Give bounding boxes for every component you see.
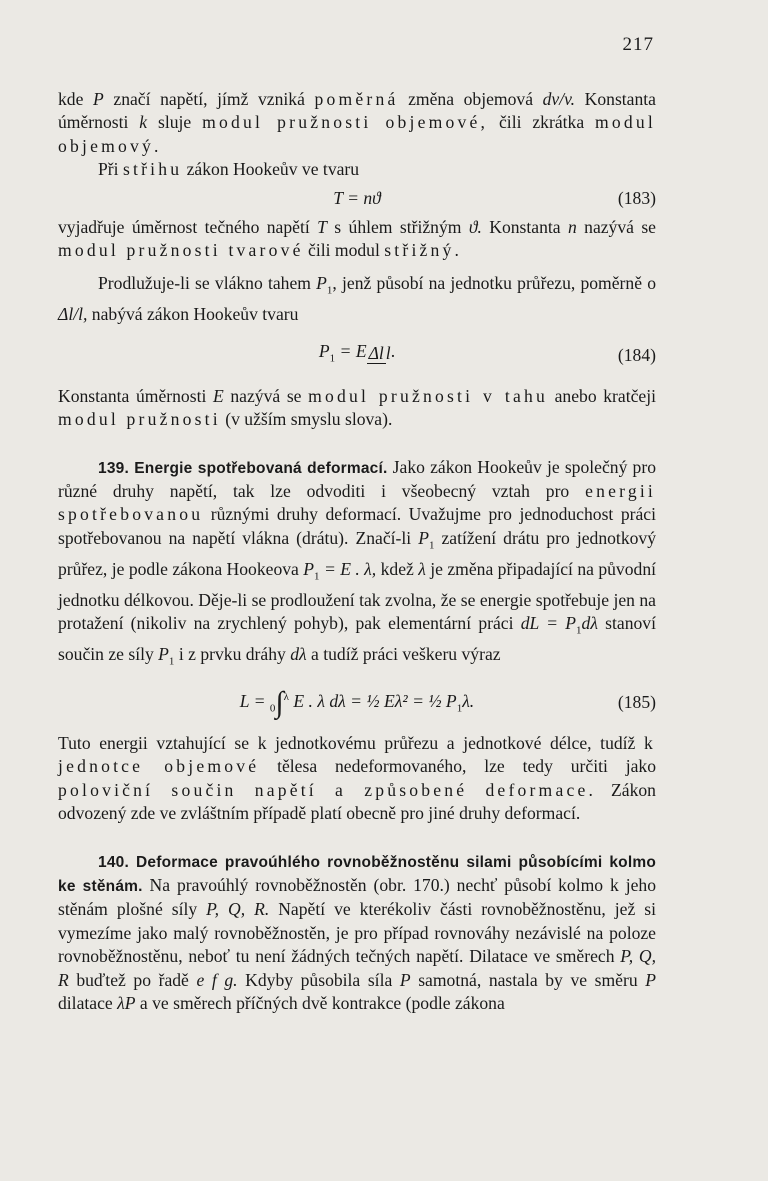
section-139: 139. Energie spotřebovaná deformací. Jako zákon Hookeův je společný pro různé druhy napětí, tak lze odvoditi i všeobecný vztah pro energii spotřebovanou různými druhy deformací. Uvažujme pro jednoduchost práci spotřebovanou na napětí vlákna (drátu). Značí-li $P_1$ zatížení drátu pro jednotkový průřez, je podle zákona Hookeova $P_1 = E$ . λ, kdež λ je změna připadající na původní jednotku délkovou. Děje-li se prodloužení tak zvolna, že se energie spotřebuje jen na protažení (nikoliv na zrychlený pohyb), pak elementární práci dL = $P_1d\lambda$ stanoví součin ze síly $P_1$ i z prvku dráhy dλ a tudíž práci veškeru výraz	[58, 456, 657, 668]
equation-184: $P_1 = E$ Δl l. (184)	[58, 327, 656, 385]
paragraph-tension-intro: Prodlužuje-li se vlákno tahem $P_1$, jenž působí na jednotku průřezu, poměrně o Δl/l, nabývá zákon Hookeův tvaru	[58, 273, 657, 325]
equation-184-number: (184)	[617, 345, 656, 366]
page-text	[58, 88, 656, 1015]
paragraph-shear-intro: Při střihu zákon Hookeův ve tvaru	[98, 159, 360, 180]
section-140-heading: 140. Deformace pravoúhlého rovnoběžnostěnu silami působícími kolmo ke stěnám.	[58, 853, 656, 895]
section-139-heading: 139. Energie spotřebovaná deformací.	[98, 459, 388, 477]
page-number: 217	[622, 34, 654, 55]
equation-183	[58, 182, 656, 216]
section-140: 140. Deformace pravoúhlého rovnoběžnostěnu silami působícími kolmo ke stěnám. Na pravoúhlý rovnoběžnostěn (obr. 170.) nechť působí kolmo k jeho stěnám plošné síly P, Q, R. Napětí ve kterékoliv části rovnoběžnostěnu, jež si vymezíme jako malý rovnoběžnostěn, je pro případ rovnováhy nezávislé na poloze rovnoběžnostěnu, neboť tu není žádných tečných napětí. Dilatace ve směrech P, Q, R buďtež po řadě e f g. Kdyby působila síla P samotná, nastala by ve směru P dilatace λP a ve směrech příčných dvě kontrakce (podle zákona	[58, 853, 656, 1013]
paragraph-shear-modulus: vyjadřuje úměrnost tečného napětí T s úhlem střižným ϑ. Konstanta n nazývá se modul pružnosti tvarové čili modul střižný.	[58, 216, 656, 261]
equation-185-number: (185)	[617, 692, 656, 713]
paragraph-energy-conclusion: Tuto energii vztahující se k jednotkovému průřezu a jednotkové délce, tudíž k jednotce objemové tělesa nedeformovaného, lze tedy určiti jako poloviční součin napětí a způsobené deformace. Zákon odvozený zde ve zvláštním případě platí obecně pro jiné druhy deformací.	[58, 732, 656, 824]
equation-185: L = $_0$∫$^\lambda$ E . λ dλ = ½ Eλ² = ½ $P_1\lambda$. (185)	[239, 685, 656, 719]
paragraph-young-modulus: Konstanta úměrnosti E nazývá se modul pružnosti v tahu anebo kratčeji modul pružnosti (v užším smyslu slova).	[58, 385, 656, 430]
equation-183-number: (183)	[617, 187, 656, 208]
paragraph-volume-modulus: kde P značí napětí, jímž vzniká poměrná změna objemová dv/v. Konstanta úměrnosti k sluje modul pružnosti objemové, čili zkrátka modul objemový.	[58, 89, 656, 156]
equation-183-expr: T = nϑ	[333, 187, 381, 208]
